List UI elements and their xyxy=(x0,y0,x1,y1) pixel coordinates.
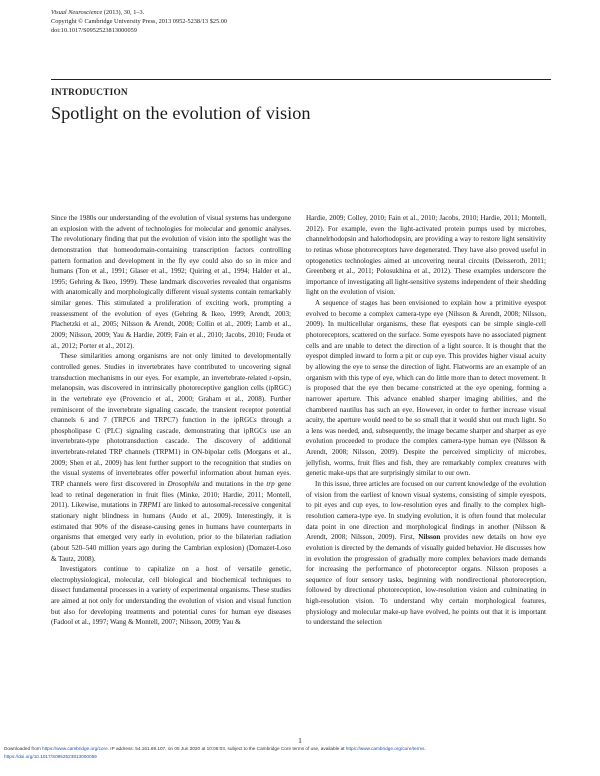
right-column xyxy=(306,213,546,628)
paragraph: Investigators continue to capitalize on a host of versatile genetic, electrophysiological, molecular, cell biological and biochemical techniques to dissect fundamental processes in a variety of experimental organisms. These studies are aimed at not only for understanding the evolution of vision and visual function but also for developing treatments and potential cures for human eye diseases (Fadool et al., 1997; Wang & Montell, 2007; Nilsson, 2009; Yau & xyxy=(51,565,291,627)
author-name: Nilsson xyxy=(418,533,441,542)
article-title: Spotlight on the evolution of vision xyxy=(51,103,311,123)
doi-link[interactable]: https://doi.org/10.1017/S0952523813000059 xyxy=(4,754,97,759)
species-name: Drosophila xyxy=(167,480,200,489)
cambridge-core-link[interactable]: https://www.cambridge.org/core xyxy=(42,746,108,751)
section-label: INTRODUCTION xyxy=(51,88,128,98)
journal-name: Visual Neuroscience xyxy=(51,9,103,16)
journal-volume: (2013), 30, 1–3. xyxy=(102,9,145,16)
paragraph: These similarities among organisms are not only limited to developmentally controlled genes. Studies in invertebrates have contributed to uncovering signal transduction mechanisms in our eyes. For example, an invertebrate-related r-opsin, melanopsin, was discovered in intrinsically photoreceptive ganglion cells (ipRGC) in the vertebrate eye (Provencio et al., 2000; Graham et al., 2008). Further reminiscent of the invertebrate signaling cascade, the transient receptor potential channels 6 and 7 (TRPC6 and TRPC7) function in the ipRGCs through a phospholipase C (PLC) signaling cascade, demonstrating that ipRGCs use an invertebrate-type phototransduction cascade. The discovery of additional invertebrate-related TRP channels (TRPM1) in ON-bipolar cells (Morgans et al., 2009; Shen et al., 2009) has lent further support to the recognition that studies on the visual systems of invertebrates offer powerful information about human eyes. TRP channels were first discovered in Drosophila and mutations in the trp gene lead to retinal degeneration in fruit flies (Minke, 2010; Hardie, 2011; Montell, 2011). Likewise, mutations in TRPM1 are linked to autosomal-recessive congenital stationary night blindness in humans (Audo et al., 2009). Interestingly, it is estimated that 90% of the disease-causing genes in humans have counterparts in organisms that emerged very early in evolution, prior to the bilaterian radiation (about 520–540 million years ago during the Cambrian explosion) (Domazet-Loso & Tautz, 2008). xyxy=(51,352,291,563)
footer-line: Downloaded from https://www.cambridge.org/core. IP address: 54.161.69.107, on 05 Jun 2020 at 10:06:03, subject to the Cambridge Core terms of use, available at https://www.cambridge.org/core/terms. xyxy=(4,746,426,751)
gene-name: TRPM1 xyxy=(139,501,162,510)
paragraph: Since the 1980s our understanding of the evolution of visual systems has undergone an explosion with the advent of technologies for molecular and genomic analyses. The revolutionary finding that put the evolution of vision into the spotlight was the demonstration that homeodomain-containing transcription factors controlling pattern formation and development in the fly eye could also do so in mice and humans (Ton et al., 1991; Glaser et al., 1992; Quiring et al., 1994; Halder et al., 1995; Gehring & Ikeo, 1999). These landmark discoveries revealed that organisms with anatomically and morphologically different visual systems contain remarkably similar genes. This stimulated a proliferation of exciting work, prompting a reassessment of the evolution of eyes (Gehring & Ikeo, 1999; Arendt, 2003; Plachetzki et al., 2005; Nilsson & Arendt, 2008; Collin et al., 2009; Lamb et al., 2009; Nilsson, 2009; Yau & Hardie, 2009; Fain et al., 2010; Jacobs, 2010; Feuda et al., 2012; Porter et al., 2012). xyxy=(51,214,291,350)
left-column xyxy=(51,213,291,628)
footer-line xyxy=(4,753,426,761)
header-rule xyxy=(51,79,551,80)
gene-name: trp xyxy=(266,480,275,489)
paragraph: In this issue, three articles are focused on our current knowledge of the evolution of vision from the earliest of known visual systems, consisting of simple eyespots, to pit eyes and cup eyes, to low-resolution eyes and finally to the complex high-resolution camera-type eye. In studying evolution, it is often found that molecular data point in one direction and morphological findings in another (Nilsson & Arendt, 2008; Nilsson, 2009). First, Nilsson provides new details on how eye evolution is directed by the demands of visually guided behavior. He discusses how in evolution the progression of gradually more complex behaviors made demands for increasing the performance of photoreceptor organs. Nilsson proposes a sequence of four sensory tasks, beginning with nondirectional photoreception, followed by directional photoreception, low-resolution vision and culminating in high-resolution vision. To understand why certain morphological features, physiology and molecular make-up have evolved, he points out that it is important to understand the selection xyxy=(306,480,547,627)
download-footer xyxy=(4,745,426,761)
page-number: 1 xyxy=(298,736,302,745)
journal-citation xyxy=(51,8,227,17)
journal-header xyxy=(51,8,227,35)
paragraph: A sequence of stages has been envisioned to explain how a primitive eyespot evolved to become a complex camera-type eye (Nilsson & Arendt, 2008; Nilsson, 2009). In multicellular organisms, these flat eyespots can be simple single-cell photoreceptors, scattered on the surface. Some eyespots have no associated pigment cells and are unable to detect the direction of a light source. It is thought that the eyespot dimpled inward to form a pit or cup eye. This provides higher visual acuity by allowing the eye to sense the direction of light. Flatworms are an example of an organism with this type of eye, which can do little more than to detect movement. It is proposed that the eye then became constricted at the eye opening, forming a narrower aperture. This advance enabled sharper imaging abilities, and the chambered nautilus has such an eye. However, in order to further increase visual acuity, the aperture would need to be so small that it would shut out much light. So a lens was needed, and, subsequently, the image became sharper and sharper as eye evolution proceeded to produce the complex camera-type human eye (Nilsson & Arendt, 2008; Nilsson, 2009). Despite the perceived simplicity of microbes, jellyfish, worms, fruit flies and fish, they are remarkably complex creatures with genetic make-ups that are surprisingly similar to our own. xyxy=(306,299,546,478)
copyright-line: Copyright © Cambridge University Press, 2013 0952-5238/13 $25.00 xyxy=(51,18,228,25)
paragraph: Hardie, 2009; Colley, 2010; Fain et al., 2010; Jacobs, 2010; Hardie, 2011; Montell, 2012). For example, even the light-activated protein pumps used by microbes, channelrhodopsin and halorhodopsin, are providing a way to restore light sensitivity to retinas whose photoreceptors have degenerated. They have also proved useful in optogenetics technologies aimed at uncovering neural circuits (Deisseroth, 2011; Greenberg et al., 2011; Polosukhina et al., 2012). These examples underscore the importance of investigating all light-sensitive systems independent of their shedding light on the evolution of vision. xyxy=(306,214,546,297)
doi-line: doi:10.1017/S0952523813000059 xyxy=(51,27,137,34)
terms-link[interactable]: https://www.cambridge.org/core/terms xyxy=(345,746,425,751)
